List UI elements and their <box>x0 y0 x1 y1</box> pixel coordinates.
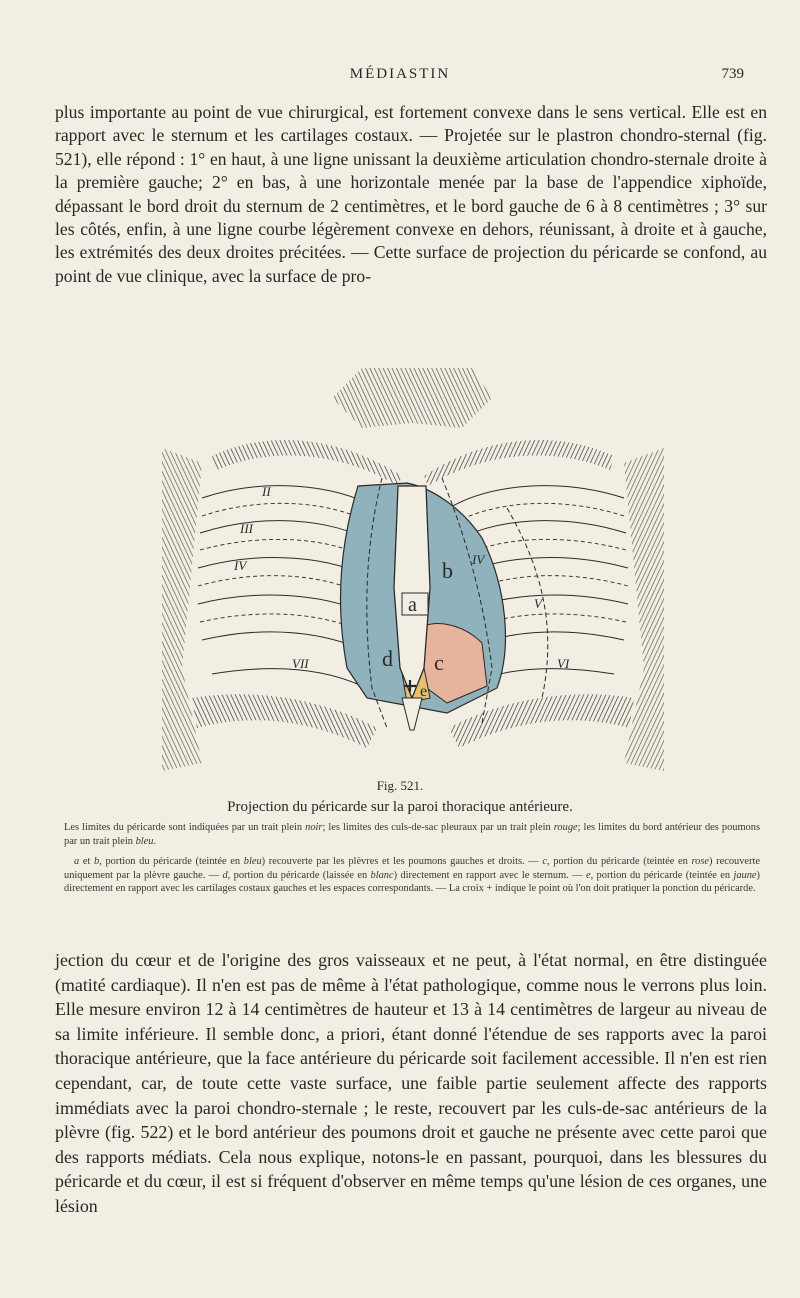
label-a: a <box>408 594 417 616</box>
xiphoid <box>402 698 422 730</box>
label-e: e <box>420 683 428 700</box>
label-b: b <box>442 558 453 583</box>
rib-label-v: V <box>534 596 542 611</box>
lower-left-shading <box>192 694 377 748</box>
right-side-shading <box>624 448 664 771</box>
caption-line-2: a et b, portion du péricarde (teintée en bleu) recouverte par les plèvres et les poumons gauches et droits. — c, portion du péricarde (teintée en rose) recouverte uniquement par la plèvre gauche. — d, portion du péricarde (laissée en blanc) directement en rapport avec le sternum. — e, portion du péricarde (teintée en jaune) directement en rapport avec les cartilages costaux gauches et les espaces correspondants. — La croix + indique le point où l'on doit pratiquer la ponction du péricarde. <box>64 856 761 895</box>
rib-label-iv: IV <box>234 558 247 573</box>
left-side-shading <box>162 448 202 771</box>
caption-line-1: Les limites du péricarde sont indiquées par un trait plein noir; les limites des culs-de-sac pleuraux par un trait plein rouge; les limites du bord antérieur des poumons par un trait plein bleu. <box>64 822 760 847</box>
upper-shading <box>332 368 492 428</box>
sternum <box>394 486 430 698</box>
figure-label: Fig. 521. <box>376 778 424 793</box>
right-clavicle <box>424 440 614 486</box>
figure-title: Projection du péricarde sur la paroi thoracique antérieure. <box>227 799 573 815</box>
paragraph-top: plus importante au point de vue chirurgical, est fortement convexe dans le sens vertical. Elle est en rapport avec le sternum et les cartilages costaux. — Projetée sur le plastron chondro-sternal (fig. 521), elle répond : 1° en haut, à une ligne unissant la deuxième articulation chondro-sternale droite à la première gauche; 2° en bas, à une horizontale menée par la base de l'appendice xiphoïde, dépassant le bord droit du sternum de 2 centimètres, et le bord gauche de 6 à 8 centimètres ; 3° sur les côtés, enfin, à une ligne courbe légèrement convexe en dehors, réunissant, à droite et à gauche, les extrémités des deux droites précitées. — Cette surface de projection du péricarde se confond, au point de vue clinique, avec la surface de pro- <box>55 102 767 286</box>
running-title: MÉDIASTIN <box>349 66 451 82</box>
rib-label-iii: III <box>240 521 253 536</box>
paragraph-bottom: jection du cœur et de l'origine des gros vaisseaux et ne peut, à l'état normal, en être distinguée (matité cardiaque). Il n'en est pas de même à l'état pathologique, comme nous le verrons plus loin. Elle mesure environ 12 à 14 centimètres de hauteur et 13 à 14 centimètres de largeur au niveau de sa limite inférieure. Il semble donc, a priori, étant donné l'étendue de ses rapports avec la paroi thoracique antérieure, que la face antérieure du péricarde soit facilement accessible. Il n'en est rien cependant, car, de toute cette vaste surface, une faible partie seulement affecte des rapports immédiats avec la paroi chondro-sternale ; le reste, recouvert par les culs-de-sac antérieurs de la plèvre (fig. 522) et le bord antérieur des poumons droit et gauche ne présente avec cette paroi que des rapports médiats. Cela nous explique, notons-le en passant, pourquoi, dans les blessures du péricarde et du cœur, il est si fréquent d'observer en même temps qu'une lésion de ces organes, une lésion <box>55 950 767 1216</box>
rib-label-vii: VII <box>292 656 309 671</box>
label-d: d <box>382 646 393 671</box>
rib-label-vi: VI <box>557 656 570 671</box>
rib-label-iv-right: IV <box>472 552 485 567</box>
label-c: c <box>434 650 444 675</box>
rib-label-ii: II <box>262 484 271 499</box>
thorax-illustration <box>162 368 664 771</box>
page-number: 739 <box>721 66 744 82</box>
left-clavicle <box>212 440 402 486</box>
lower-right-shading <box>449 694 634 748</box>
